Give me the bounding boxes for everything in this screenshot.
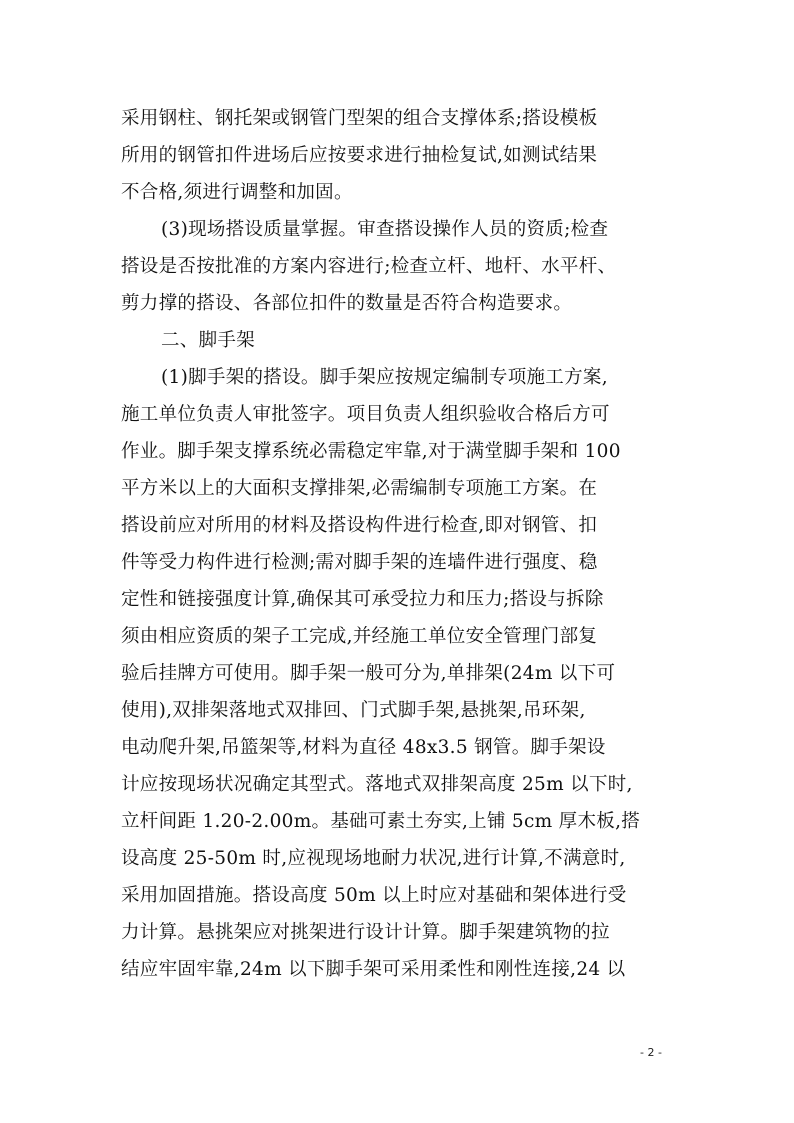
- text-line: 搭设是否按批准的方案内容进行;检查立杆、地杆、水平杆、: [121, 256, 617, 277]
- text-line: 搭设前应对所用的材料及搭设构件进行检查,即对钢管、扣: [121, 515, 598, 536]
- text-line: 力计算。悬挑架应对挑架进行设计计算。脚手架建筑物的拉: [121, 922, 610, 943]
- text-line: 平方米以上的大面积支撑排架,必需编制专项施工方案。在: [121, 478, 598, 499]
- paragraph-start-line: (1)脚手架的搭设。脚手架应按规定编制专项施工方案,: [161, 367, 608, 388]
- text-line: 作业。脚手架支撑系统必需稳定牢靠,对于满堂脚手架和 100: [121, 441, 621, 462]
- body-text: [121, 100, 681, 988]
- text-line: 施工单位负责人审批签字。项目负责人组织验收合格后方可: [121, 404, 610, 425]
- text-line: 采用钢柱、钢托架或钢管门型架的组合支撑体系;搭设模板: [121, 108, 598, 129]
- text-line: 立杆间距 1.20-2.00m。基础可素土夯实,上铺 5cm 厚木板,搭: [121, 811, 641, 832]
- text-line: 电动爬升架,吊篮架等,材料为直径 48x3.5 钢管。脚手架设: [121, 737, 606, 758]
- text-line: 采用加固措施。搭设高度 50m 以上时应对基础和架体进行受: [121, 885, 627, 906]
- text-line: 件等受力构件进行检测;需对脚手架的连墙件进行强度、稳: [121, 552, 598, 573]
- text-line: 所用的钢管扣件进场后应按要求进行抽检复试,如测试结果: [121, 145, 598, 166]
- text-line: 剪力撑的搭设、各部位扣件的数量是否符合构造要求。: [121, 293, 573, 314]
- text-line: 须由相应资质的架子工完成,并经施工单位安全管理门部复: [121, 626, 598, 647]
- text-line: 设高度 25-50m 时,应视现场地耐力状况,进行计算,不满意时,: [121, 848, 626, 869]
- text-line: 结应牢固牢靠,24m 以下脚手架可采用柔性和刚性连接,24 以: [121, 959, 626, 980]
- text-line: 定性和链接强度计算,确保其可承受拉力和压力;搭设与拆除: [121, 589, 604, 610]
- text-line: 验后挂牌方可使用。脚手架一般可分为,单排架(24m 以下可: [121, 663, 616, 684]
- paragraph-start-line: (3)现场搭设质量掌握。审查搭设操作人员的资质;检查: [161, 219, 609, 240]
- text-line: 不合格,须进行调整和加固。: [121, 182, 353, 203]
- text-line: 使用),双排架落地式双排回、门式脚手架,悬挑架,吊环架,: [121, 700, 586, 721]
- page-number: - 2 -: [640, 1046, 662, 1059]
- section-heading: 二、脚手架: [161, 330, 256, 351]
- text-line: 计应按现场状况确定其型式。落地式双排架高度 25m 以下时,: [121, 774, 633, 795]
